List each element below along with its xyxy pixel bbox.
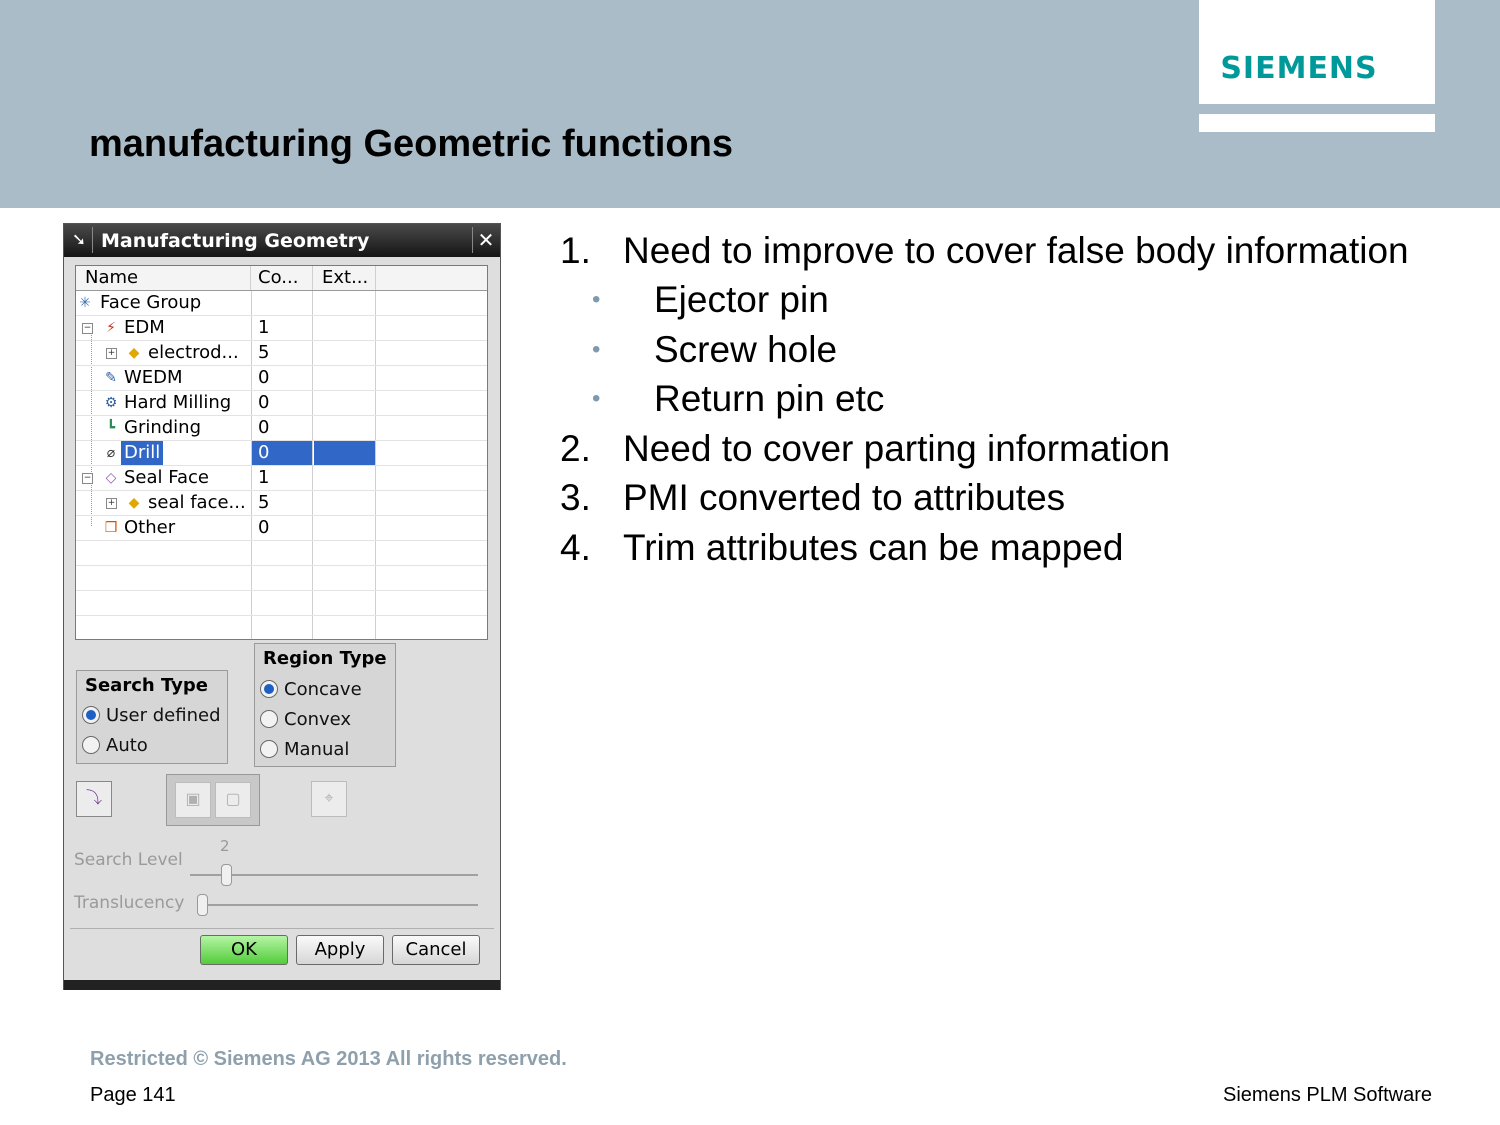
tree-row-count: 1	[252, 466, 313, 490]
tree-row-seal-face[interactable]	[76, 466, 487, 491]
collapse-icon[interactable]: −	[83, 323, 92, 333]
list-number: 2.	[560, 428, 591, 469]
radio-convex[interactable]	[260, 708, 351, 732]
tree-row-count: 0	[252, 441, 313, 465]
tree-row-label: WEDM	[124, 367, 183, 388]
header-bar	[0, 0, 1500, 208]
radio-label: Auto	[106, 735, 148, 756]
list-number: 3.	[560, 477, 591, 518]
search-type-title: Search Type	[85, 675, 208, 696]
radio-concave[interactable]	[260, 678, 362, 702]
tree-row-electrode[interactable]	[76, 341, 487, 366]
radio-button-checked[interactable]	[82, 706, 100, 724]
tree-row-ext	[314, 416, 376, 440]
list-text: Trim attributes can be mapped	[623, 527, 1124, 568]
dialog-bottom-border	[64, 980, 500, 990]
translucency-label: Translucency	[74, 893, 185, 913]
column-header-name[interactable]: Name	[76, 266, 251, 290]
tree-row-count: 0	[252, 391, 313, 415]
face-group-icon: ✳	[79, 295, 91, 311]
cancel-button[interactable]: Cancel	[392, 935, 480, 965]
expand-icon[interactable]: +	[107, 498, 116, 508]
shaded-view-button[interactable]: ▣	[175, 782, 211, 818]
csys-button[interactable]: ⤵	[76, 781, 112, 817]
tree-row-label: Grinding	[124, 417, 202, 438]
tree-row-ext	[314, 341, 376, 365]
column-header-count[interactable]: Co...	[252, 266, 313, 290]
tree-row-ext	[314, 441, 376, 465]
tree-row-label: Face Group	[100, 292, 202, 313]
dialog-titlebar[interactable]	[64, 224, 500, 257]
siemens-logo	[1199, 0, 1435, 104]
grinding-icon: ┗	[106, 420, 116, 436]
tree-row-ext	[314, 291, 376, 315]
pin-icon[interactable]: ➘	[66, 227, 93, 253]
tree-row-hard-milling[interactable]	[76, 391, 487, 416]
tree-row-ext	[314, 516, 376, 540]
tree-header	[76, 266, 487, 291]
radio-button[interactable]	[260, 710, 278, 728]
tree-row-drill[interactable]	[76, 441, 487, 466]
footer-copyright: Restricted © Siemens AG 2013 All rights reserved.	[90, 1048, 567, 1070]
list-text: Ejector pin	[654, 279, 829, 320]
tree-row-seal-face-sub[interactable]	[76, 491, 487, 516]
bullet: •	[592, 385, 601, 412]
tree-row-ext	[314, 491, 376, 515]
tree-row-label: electrod...	[148, 342, 239, 363]
search-level-value: 2	[220, 837, 230, 855]
radio-label: Convex	[284, 709, 352, 730]
search-level-label: Search Level	[74, 850, 183, 870]
tree-row-empty	[76, 566, 487, 591]
search-level-slider[interactable]	[221, 864, 232, 886]
dialog-title: Manufacturing Geometry	[101, 230, 370, 252]
list-number: 4.	[560, 527, 591, 568]
tree-row-count: 1	[252, 316, 313, 340]
radio-auto[interactable]	[82, 734, 148, 758]
geometry-tree[interactable]	[75, 265, 488, 640]
translucency-slider[interactable]	[197, 894, 208, 916]
tree-row-label: seal face...	[148, 492, 246, 513]
tree-row-count: 5	[252, 491, 313, 515]
tree-row-ext	[314, 316, 376, 340]
collapse-icon[interactable]: −	[83, 473, 92, 483]
tree-row-empty	[76, 541, 487, 566]
tree-row-count: 0	[252, 366, 313, 390]
footer-company: Siemens PLM Software	[1223, 1084, 1432, 1106]
search-type-group	[76, 670, 228, 764]
other-icon: ❒	[104, 520, 118, 536]
radio-user-defined[interactable]	[82, 704, 221, 728]
radio-label: User defined	[106, 705, 221, 726]
footer-page-number: Page 141	[90, 1084, 176, 1106]
tree-row-count: 0	[252, 416, 313, 440]
radio-label: Concave	[284, 679, 362, 700]
translucency-track	[197, 904, 478, 906]
list-text: Screw hole	[654, 329, 838, 370]
hard-milling-icon: ⚙	[104, 395, 118, 411]
tree-row-face-group[interactable]	[76, 291, 487, 316]
list-text: Return pin etc	[654, 378, 885, 419]
edm-icon: ⚡	[106, 320, 116, 336]
ok-button[interactable]: OK	[200, 935, 288, 965]
radio-button[interactable]	[260, 740, 278, 758]
tree-row-ext	[314, 391, 376, 415]
radio-manual[interactable]	[260, 738, 349, 762]
dialog-separator	[70, 928, 494, 929]
close-icon[interactable]: ✕	[472, 227, 499, 253]
region-type-title: Region Type	[263, 648, 387, 669]
tree-row-label: Hard Milling	[124, 392, 232, 413]
list-number: 1.	[560, 230, 591, 271]
point-select-button[interactable]: ⌖	[311, 781, 347, 817]
tree-row-empty	[76, 616, 487, 640]
tree-row-count	[252, 291, 313, 315]
radio-button-checked[interactable]	[260, 680, 278, 698]
search-level-track	[190, 874, 478, 876]
siemens-logo-text: SIEMENS	[1220, 51, 1378, 86]
bullet: •	[592, 336, 601, 363]
view-button-group	[166, 774, 260, 826]
manufacturing-geometry-dialog	[63, 223, 501, 990]
tree-row-wedm[interactable]	[76, 366, 487, 391]
wireframe-view-button[interactable]: ▢	[215, 782, 251, 818]
tree-row-count: 5	[252, 341, 313, 365]
tree-row-other[interactable]	[76, 516, 487, 541]
page-title: manufacturing Geometric functions	[89, 123, 733, 165]
tree-row-ext	[314, 366, 376, 390]
tree-row-label: EDM	[124, 317, 165, 338]
wedm-icon: ✎	[105, 370, 117, 386]
radio-button[interactable]	[82, 736, 100, 754]
tree-row-count: 0	[252, 516, 313, 540]
tree-row-label: Seal Face	[124, 467, 209, 488]
radio-label: Manual	[284, 739, 350, 760]
seal-face-icon: ◇	[105, 470, 117, 486]
expand-icon[interactable]: +	[107, 348, 116, 358]
apply-button[interactable]: Apply	[296, 935, 384, 965]
bullet: •	[592, 286, 601, 313]
electrode-icon: ◆	[128, 345, 140, 361]
list-text: PMI converted to attributes	[623, 477, 1066, 518]
tree-row-empty	[76, 591, 487, 616]
tree-row-label: Other	[124, 517, 176, 538]
column-header-ext[interactable]: Ext...	[314, 266, 376, 290]
logo-stripe	[1199, 114, 1435, 132]
list-text: Need to cover parting information	[623, 428, 1171, 469]
list-text: Need to improve to cover false body information	[623, 230, 1409, 271]
seal-face-sub-icon: ◆	[128, 495, 140, 511]
drill-icon: ⌀	[106, 445, 116, 461]
tree-row-grinding[interactable]	[76, 416, 487, 441]
tree-row-ext	[314, 466, 376, 490]
tree-row-edm[interactable]	[76, 316, 487, 341]
region-type-group	[254, 643, 396, 767]
tree-row-label: Drill	[121, 441, 163, 465]
